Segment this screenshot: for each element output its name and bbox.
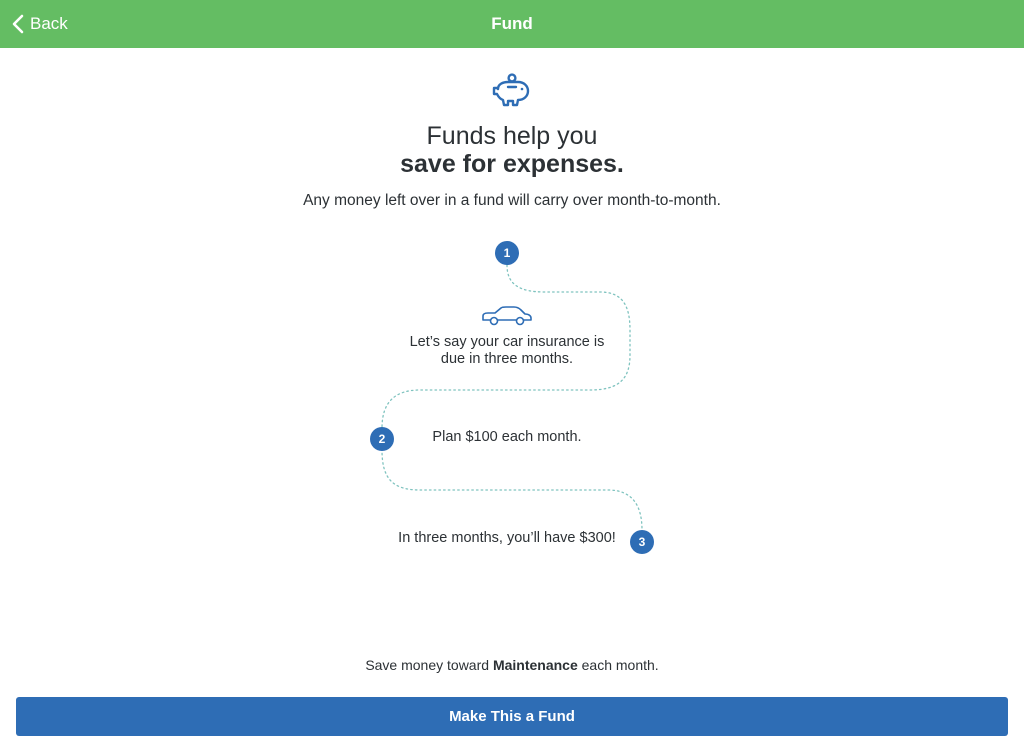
- car-icon: [481, 305, 533, 327]
- make-fund-button[interactable]: Make This a Fund: [16, 697, 1008, 736]
- save-note-suffix: each month.: [577, 657, 659, 673]
- subtitle: Any money left over in a fund will carry over month-to-month.: [303, 192, 721, 209]
- save-note: [0, 657, 1024, 673]
- save-note-prefix: Save money toward: [365, 657, 493, 673]
- step-2-badge: 2: [370, 427, 394, 451]
- back-label: Back: [30, 14, 68, 33]
- fund-name: Maintenance: [492, 657, 578, 673]
- step-1-text: [380, 334, 634, 368]
- step-2-text: Plan $100 each month.: [432, 429, 582, 445]
- step-1-badge: 1: [495, 241, 519, 265]
- step-3-badge: 3: [630, 530, 654, 554]
- heading-line-1: Funds help you: [426, 122, 598, 150]
- heading-line-2: save for expenses.: [400, 150, 624, 178]
- step-3-text: In three months, you’ll have $300!: [398, 530, 616, 546]
- page-title: Fund: [491, 14, 533, 33]
- step-1-text-line-2: due in three months.: [440, 351, 574, 367]
- step-1-text-line-1: Let’s say your car insurance is: [409, 334, 605, 350]
